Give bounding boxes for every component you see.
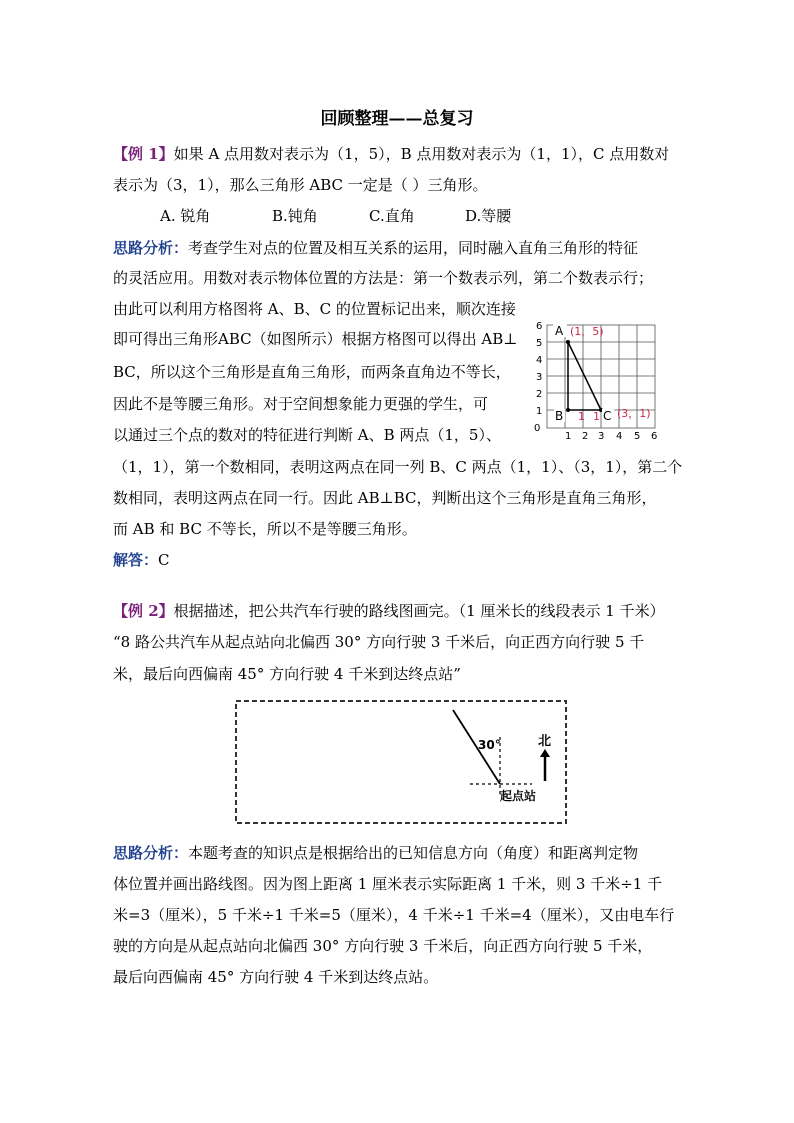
analysis1-line4: 即可得出三角形ABC（如图所示）根据方格图可以得出 AB⊥ (113, 330, 518, 348)
x-tick-3: 3 (598, 431, 605, 442)
answer1-value: C (158, 551, 170, 569)
y-axis-ticks (534, 321, 542, 434)
point-c-coord: (3，1) (617, 407, 651, 420)
route-figure-border (236, 701, 566, 823)
side-label-2: 1 (593, 410, 600, 423)
point-a-label: A (555, 324, 564, 338)
point-a-coord: (1，5) (570, 325, 604, 338)
point-a-dot (566, 340, 570, 344)
analysis1-line1 (113, 238, 638, 258)
analysis2-line4: 驶的方向是从起点站向北偏西 30° 方向行驶 3 千米后，向正西方向行驶 5 千米， (113, 937, 653, 955)
x-tick-2: 2 (582, 431, 589, 442)
x-tick-6: 6 (651, 431, 658, 442)
option-d: D.等腰 (465, 207, 512, 225)
analysis1-line3: 由此可以利用方格图将 A、B、C 的位置标记出来，顺次连接 (113, 300, 516, 318)
analysis1-label: 思路分析： (113, 239, 189, 257)
example1-line1 (113, 144, 669, 164)
y-tick-2: 2 (536, 389, 543, 400)
x-axis-ticks (565, 431, 657, 442)
example2-line3: 米，最后向西偏南 45° 方向行驶 4 千米到达终点站” (113, 665, 461, 683)
analysis2-text1: 本题考查的知识点是根据给出的已知信息方向（角度）和距离判定物 (188, 844, 639, 862)
example2-line2: “8 路公共汽车从起点站向北偏西 30° 方向行驶 3 千米后，向正西方向行驶 5 千 (113, 633, 645, 651)
angle-label: 30° (478, 738, 501, 752)
x-tick-5: 5 (634, 431, 641, 442)
point-b-dot (566, 408, 570, 412)
example2-line1 (113, 601, 665, 621)
north-label: 北 (538, 734, 552, 749)
analysis1-line2: 的灵活应用。用数对表示物体位置的方法是：第一个数表示列，第二个数表示行； (113, 269, 654, 287)
y-tick-6: 6 (536, 321, 543, 332)
example1-tag: 【例 1】 (113, 145, 174, 163)
analysis1-line6: 因此不是等腰三角形。对于空间想象能力更强的学生，可 (113, 395, 489, 413)
analysis2-label: 思路分析： (113, 844, 189, 862)
analysis1-line5: BC，所以这个三角形是直角三角形，而两条直角边不等长， (113, 363, 511, 381)
y-tick-5: 5 (536, 338, 543, 349)
analysis1-line7: 以通过三个点的数对的特征进行判断 A、B 两点（1，5）、 (113, 426, 501, 444)
analysis1-line9: 数相同，表明这两点在同一行。因此 AB⊥BC，判断出这个三角形是直角三角形， (113, 489, 657, 507)
north-arrow-head (540, 749, 550, 757)
point-b-label: B (555, 409, 564, 423)
example2-tag: 【例 2】 (113, 602, 174, 620)
analysis2-line1 (113, 843, 638, 863)
y-tick-3: 3 (536, 372, 543, 383)
analysis2-line3: 米=3（厘米），5 千米÷1 千米=5（厘米），4 千米÷1 千米=4（厘米），又由电车行 (113, 906, 675, 924)
route-figure (232, 697, 572, 829)
coordinate-grid-figure (530, 315, 680, 445)
analysis2-line2: 体位置并画出路线图。因为图上距离 1 厘米表示实际距离 1 千米，则 3 千米÷1 千 (113, 875, 663, 893)
example1-text1: 如果 A 点用数对表示为（1，5），B 点用数对表示为（1，1），C 点用数对 (173, 145, 670, 163)
analysis2-line5: 最后向西偏南 45° 方向行驶 4 千米到达终点站。 (113, 968, 439, 986)
example2-text1: 根据描述，把公共汽车行驶的路线图画完。（1 厘米长的线段表示 1 千米） (173, 602, 665, 620)
x-tick-1: 1 (565, 431, 572, 442)
point-c-label: C (603, 409, 612, 423)
x-tick-4: 4 (616, 431, 623, 442)
y-tick-0: 0 (534, 423, 541, 434)
answer1 (113, 550, 170, 570)
analysis1-line10: 而 AB 和 BC 不等长，所以不是等腰三角形。 (113, 520, 417, 538)
analysis1-text1: 考查学生对点的位置及相互关系的运用，同时融入直角三角形的特征 (188, 239, 639, 257)
option-a: A. 锐角 (160, 207, 211, 225)
example1-line2: 表示为（3，1），那么三角形 ABC 一定是（ ）三角形。 (113, 176, 488, 194)
option-c: C.直角 (369, 207, 415, 225)
option-b: B.钝角 (272, 207, 318, 225)
analysis1-line8: （1，1），第一个数相同，表明这两点在同一列 B、C 两点（1，1）、（3，1），第二个 (113, 458, 683, 476)
page-title: 回顾整理——总复习 (320, 109, 474, 129)
start-station-label: 起点站 (500, 789, 537, 803)
y-tick-4: 4 (536, 355, 543, 366)
y-tick-1: 1 (536, 406, 543, 417)
answer1-label: 解答： (113, 551, 159, 569)
side-label-1: 1 (578, 410, 585, 423)
